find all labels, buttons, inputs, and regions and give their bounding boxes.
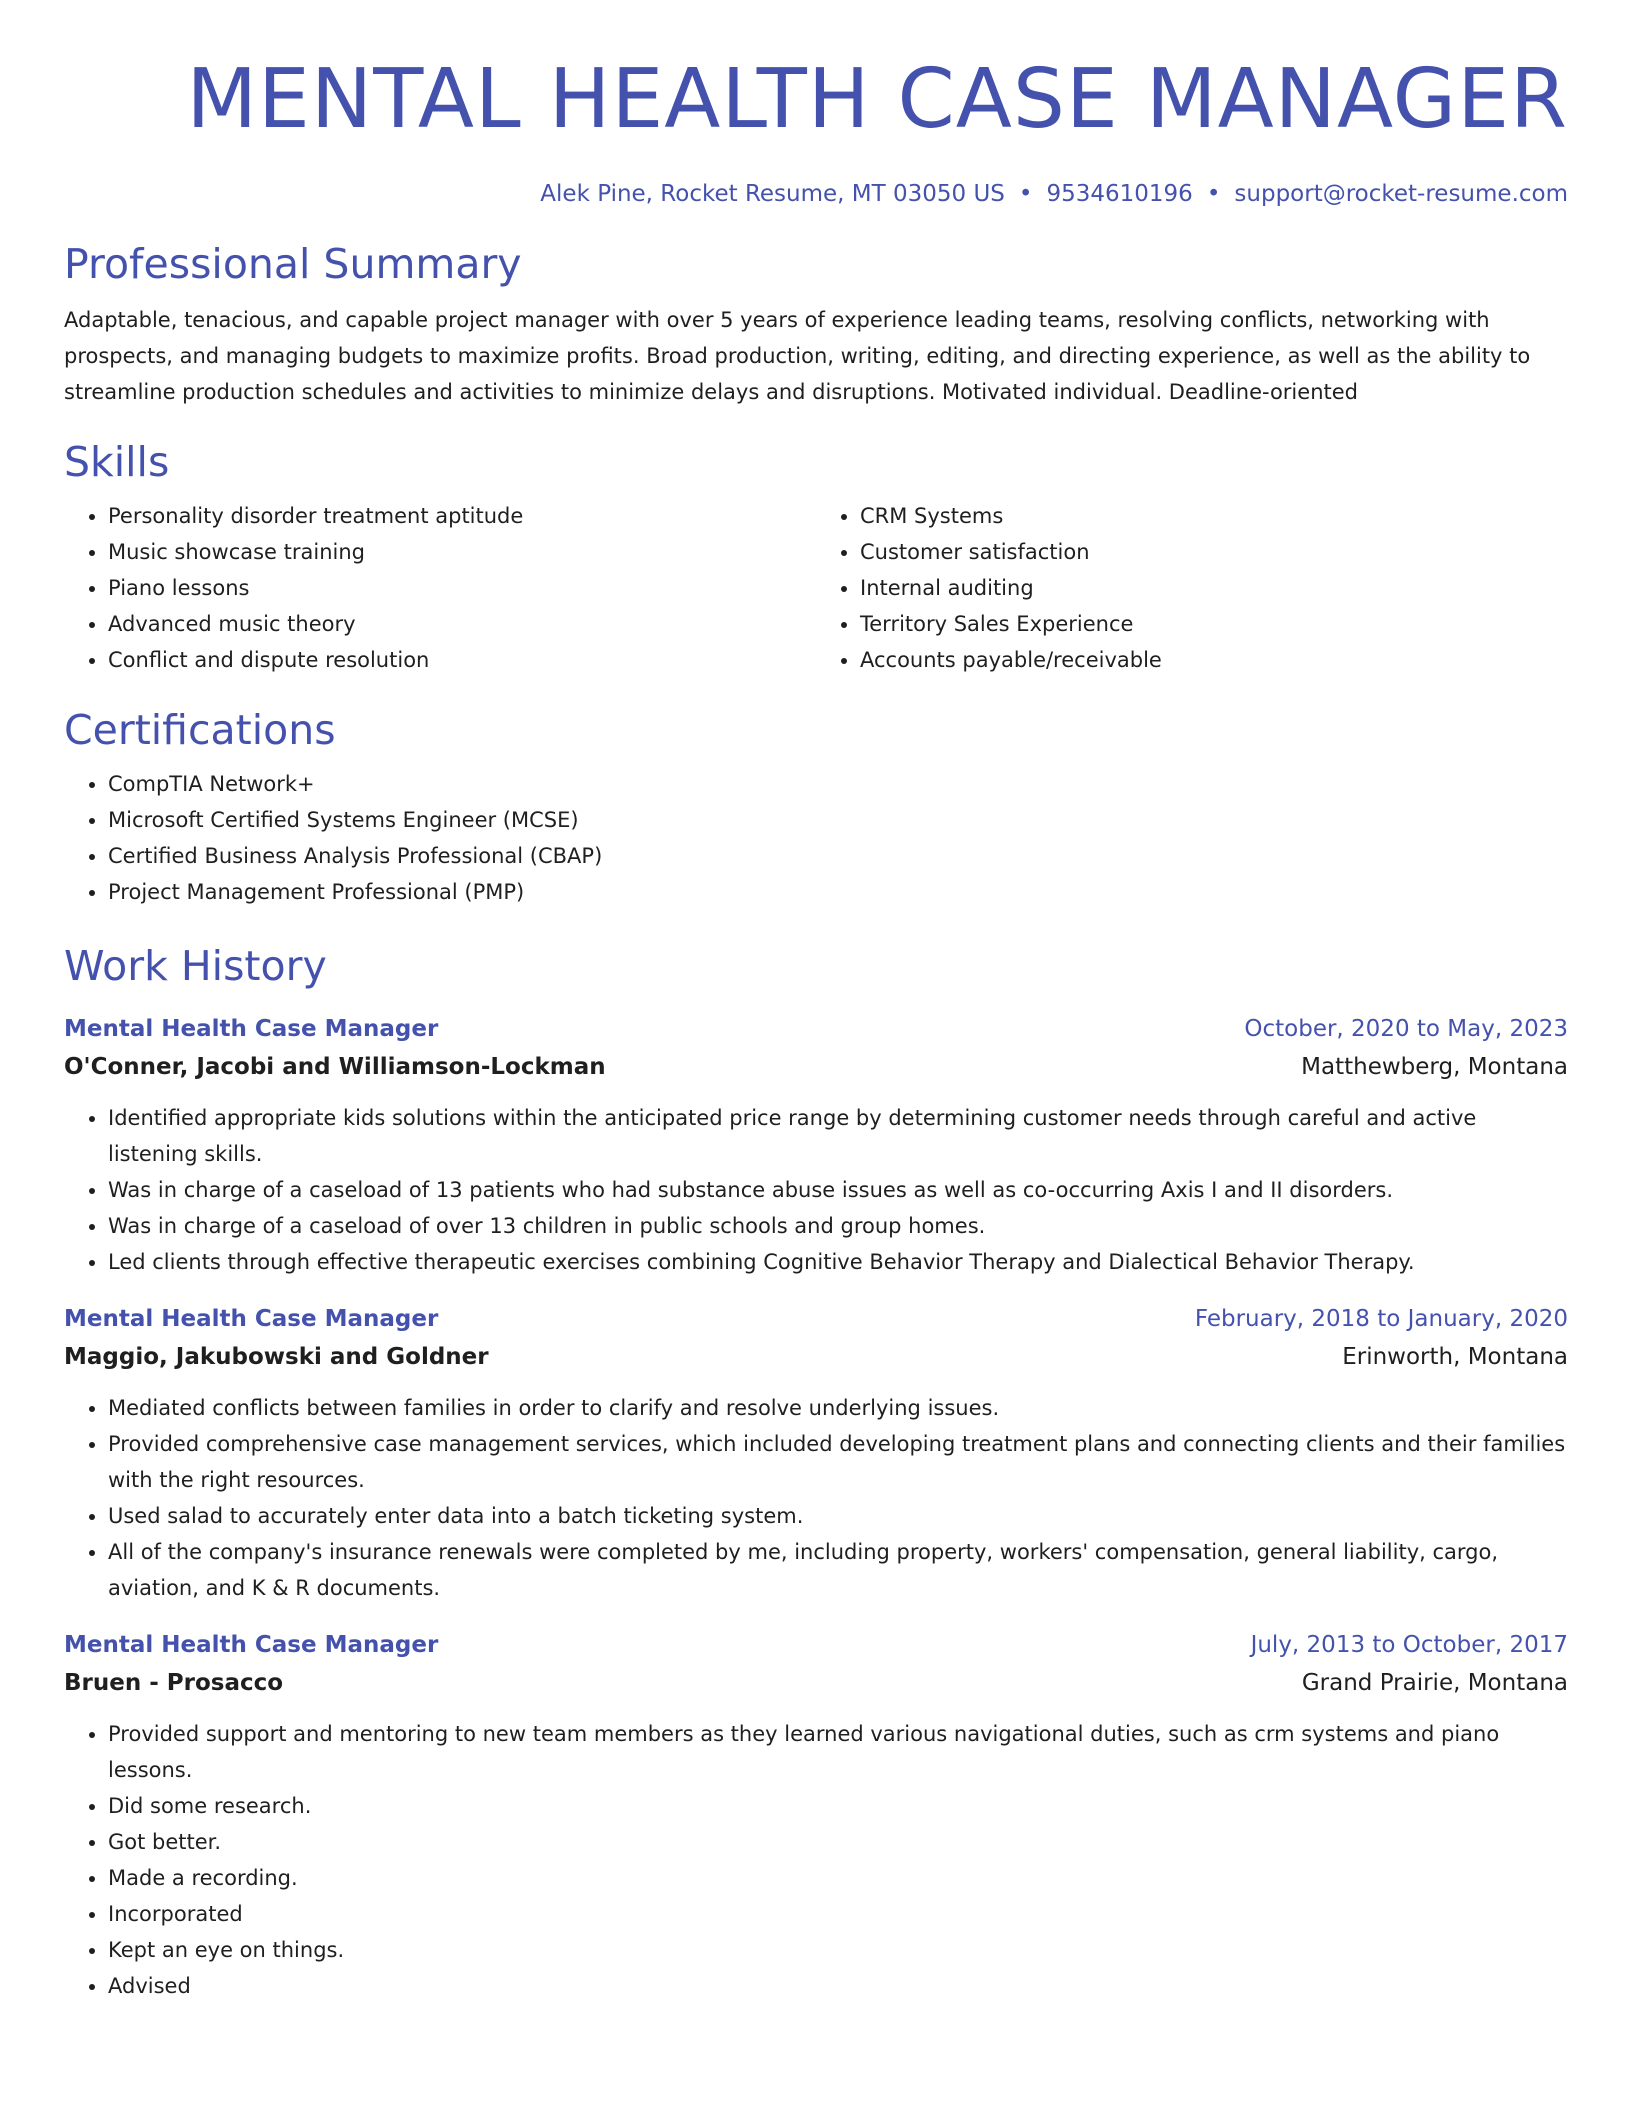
job-company: Bruen - Prosacco <box>64 1670 284 1696</box>
resume-header <box>64 52 1568 210</box>
skills-grid <box>64 488 1568 678</box>
job-bullets <box>64 1100 1568 1280</box>
job-dates: July, 2013 to October, 2017 <box>1250 1632 1568 1658</box>
job-header-row <box>64 1626 1568 1664</box>
skills-list-left <box>64 498 816 678</box>
work-history-heading: Work History <box>64 942 327 990</box>
job-bullet: • Incorporated <box>108 1896 1568 1932</box>
job-bullets <box>64 1716 1568 2004</box>
job-location: Erinworth, Montana <box>1342 1344 1568 1370</box>
contact-email[interactable]: support@rocket-resume.com <box>1234 181 1568 207</box>
job-bullet: • All of the company's insurance renewals were completed by me, including property, workers' compensation, general liability, cargo, aviation, and K & R documents. <box>108 1534 1568 1606</box>
skills-heading: Skills <box>64 438 170 486</box>
job-bullet: • Advised <box>108 1968 1568 2004</box>
job-bullet: • Was in charge of a caseload of 13 patients who had substance abuse issues as well as co-occurring Axis I and II disorders. <box>108 1172 1568 1208</box>
certifications-heading: Certifications <box>64 706 336 754</box>
job-company-row <box>64 1048 1568 1086</box>
job-company-row <box>64 1664 1568 1702</box>
job-location: Grand Prairie, Montana <box>1301 1670 1568 1696</box>
certification-item: • Project Management Professional (PMP) <box>108 874 1568 910</box>
certifications-section <box>64 704 1568 910</box>
job-company: O'Conner, Jacobi and Williamson-Lockman <box>64 1054 606 1080</box>
job-role: Mental Health Case Manager <box>64 1632 439 1658</box>
job-dates: October, 2020 to May, 2023 <box>1244 1016 1568 1042</box>
skill-item: • Internal auditing <box>860 570 1568 606</box>
skill-item: • Advanced music theory <box>108 606 816 642</box>
contact-separator: • <box>1018 181 1033 207</box>
job-entry <box>64 1626 1568 2004</box>
job-role: Mental Health Case Manager <box>64 1016 439 1042</box>
job-bullet: • Kept an eye on things. <box>108 1932 1568 1968</box>
skill-item: • Piano lessons <box>108 570 816 606</box>
job-bullet: • Identified appropriate kids solutions within the anticipated price range by determining customer needs through careful and active listening skills. <box>108 1100 1568 1172</box>
job-bullets <box>64 1390 1568 1606</box>
job-bullet: • Led clients through effective therapeutic exercises combining Cognitive Behavior Therapy and Dialectical Behavior Therapy. <box>108 1244 1568 1280</box>
skills-list-right <box>816 498 1568 678</box>
contact-separator: • <box>1206 181 1221 207</box>
job-bullet: • Did some research. <box>108 1788 1568 1824</box>
job-bullet: • Mediated conflicts between families in order to clarify and resolve underlying issues. <box>108 1390 1568 1426</box>
job-bullet: • Used salad to accurately enter data into a batch ticketing system. <box>108 1498 1568 1534</box>
summary-heading: Professional Summary <box>64 240 522 288</box>
skills-section <box>64 436 1568 678</box>
skill-item: • Territory Sales Experience <box>860 606 1568 642</box>
job-location: Matthewberg, Montana <box>1301 1054 1568 1080</box>
certification-item: • Certified Business Analysis Professional (CBAP) <box>108 838 1568 874</box>
contact-phone: 9534610196 <box>1046 181 1193 207</box>
work-history-section <box>64 940 1568 2004</box>
job-header-row <box>64 1010 1568 1048</box>
summary-text: Adaptable, tenacious, and capable project manager with over 5 years of experience leading teams, resolving conflicts, networking with prospects, and managing budgets to maximize profits. Broad production, writing, editing, and directing experience, as well as the ability to streamline production schedules and activities to minimize delays and disruptions. Motivated individual. Deadline-oriented <box>64 308 1531 404</box>
skill-item: • Personality disorder treatment aptitude <box>108 498 816 534</box>
job-dates: February, 2018 to January, 2020 <box>1194 1306 1568 1332</box>
job-company-row <box>64 1338 1568 1376</box>
job-bullet: • Got better. <box>108 1824 1568 1860</box>
certification-item: • Microsoft Certified Systems Engineer (MCSE) <box>108 802 1568 838</box>
job-role: Mental Health Case Manager <box>64 1306 439 1332</box>
skill-item: • Accounts payable/receivable <box>860 642 1568 678</box>
job-bullet: • Made a recording. <box>108 1860 1568 1896</box>
certification-item: • CompTIA Network+ <box>108 766 1568 802</box>
job-entry <box>64 1300 1568 1606</box>
skill-item: • Customer satisfaction <box>860 534 1568 570</box>
job-header-row <box>64 1300 1568 1338</box>
skill-item: • CRM Systems <box>860 498 1568 534</box>
resume-title: MENTAL HEALTH CASE MANAGER <box>186 52 1568 147</box>
job-bullet: • Provided support and mentoring to new team members as they learned various navigational duties, such as crm systems and piano lessons. <box>108 1716 1568 1788</box>
summary-section <box>64 238 1568 410</box>
skill-item: • Music showcase training <box>108 534 816 570</box>
job-bullet: • Was in charge of a caseload of over 13 children in public schools and group homes. <box>108 1208 1568 1244</box>
contact-address: Alek Pine, Rocket Resume, MT 03050 US <box>540 181 1005 207</box>
job-bullet: • Provided comprehensive case management services, which included developing treatment plans and connecting clients and their families with the right resources. <box>108 1426 1568 1498</box>
certifications-list <box>64 766 1568 910</box>
skill-item: • Conflict and dispute resolution <box>108 642 816 678</box>
job-company: Maggio, Jakubowski and Goldner <box>64 1344 489 1370</box>
contact-line <box>64 178 1568 210</box>
job-entry <box>64 1010 1568 1280</box>
